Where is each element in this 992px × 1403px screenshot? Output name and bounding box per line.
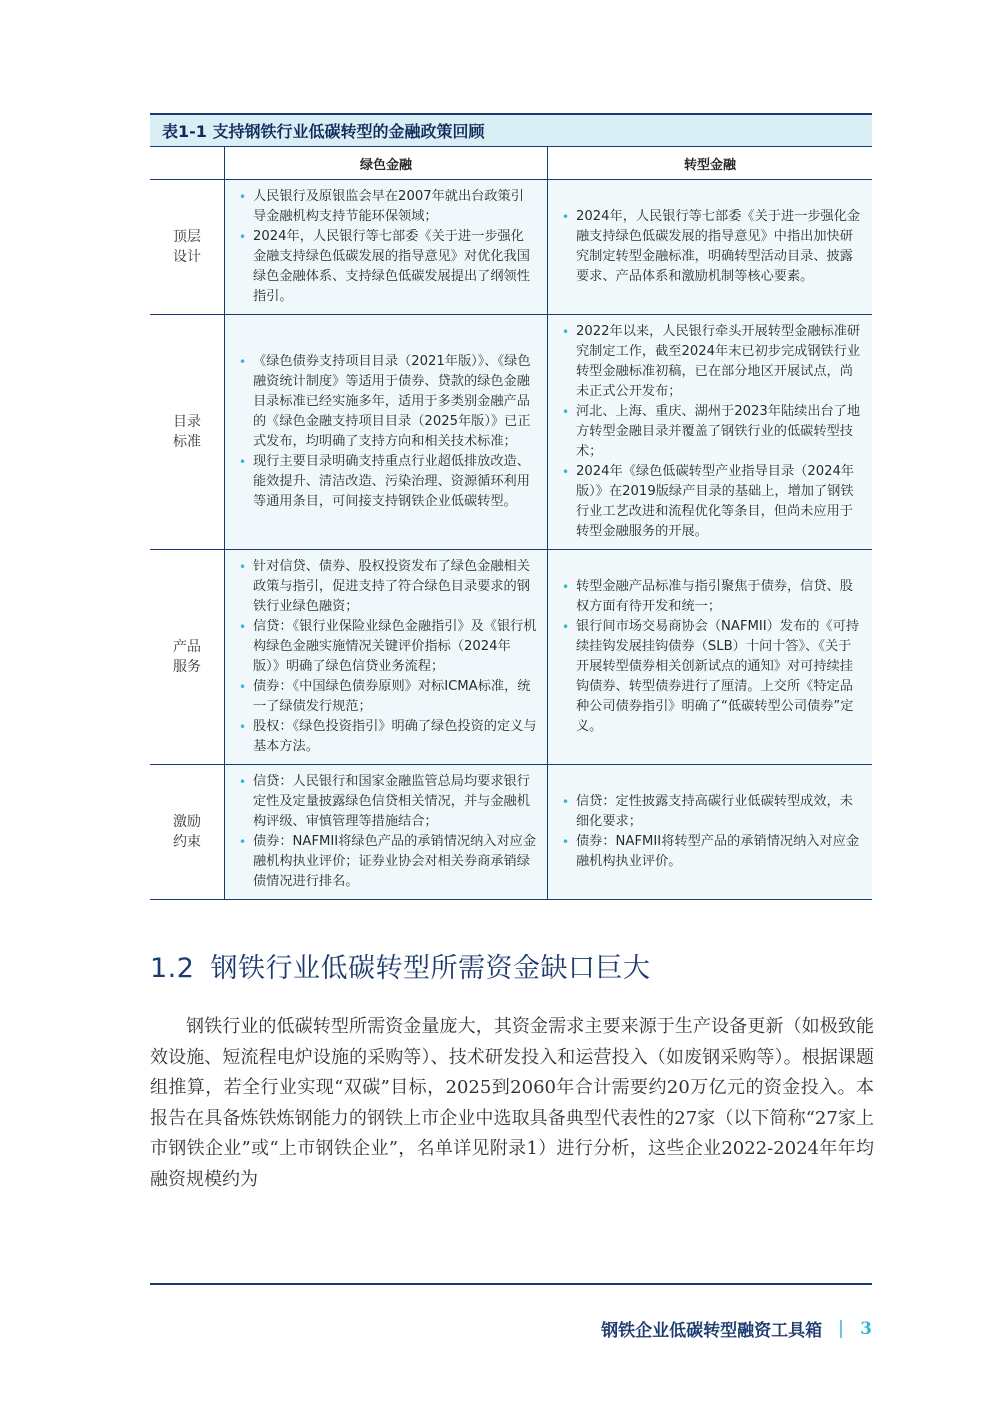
row-label-line: 设计 bbox=[173, 249, 201, 265]
footer-title: 钢铁企业低碳转型融资工具箱 bbox=[601, 1321, 823, 1341]
row-label-line: 顶层 bbox=[173, 229, 201, 245]
bullet-item: • 债券：NAFMII将绿色产品的承销情况纳入对应金融机构执业评价；证券业协会对相关券商承销绿债情况进行排名。 bbox=[235, 832, 537, 892]
green-cell bbox=[224, 180, 547, 314]
row-label bbox=[150, 180, 224, 314]
table-row bbox=[150, 550, 872, 765]
row-label-line: 标准 bbox=[173, 434, 201, 450]
transition-cell bbox=[547, 550, 872, 764]
section-heading bbox=[150, 946, 650, 985]
bullet-item: • 信贷：《银行业保险业绿色金融指引》及《银行机构绿色金融实施情况关键评价指标（2024年版）》明确了绿色信贷业务流程； bbox=[235, 617, 537, 677]
body-paragraph: 钢铁行业的低碳转型所需资金量庞大，其资金需求主要来源于生产设备更新（如极致能效设施、短流程电炉设施的采购等）、技术研发投入和运营投入（如废钢采购等）。根据课题组推算，若全行业实现“双碳”目标，2025到2060年合计需要约20万亿元的资金投入。本报告在具备炼铁炼钢能力的钢铁上市企业中选取具备典型代表性的27家（以下简称“27家上市钢铁企业”或“上市钢铁企业”，名单详见附录1）进行分析，这些企业2022-2024年年均融资规模约为 bbox=[150, 1016, 874, 1190]
green-cell bbox=[224, 765, 547, 899]
row-label bbox=[150, 765, 224, 899]
table-title: 表1-1 支持钢铁行业低碳转型的金融政策回顾 bbox=[150, 113, 872, 147]
bullet-item: • 河北、上海、重庆、湖州于2023年陆续出台了地方转型金融目录并覆盖了钢铁行业的低碳转型技术； bbox=[558, 402, 862, 462]
header-green-finance: 绿色金融 bbox=[224, 147, 547, 179]
bullet-item: • 银行间市场交易商协会（NAFMII）发布的《可持续挂钩发展挂钩债券（SLB）十问十答》、《关于开展转型债券相关创新试点的通知》对可持续挂钩债券、转型债券进行了厘清。上交所《特定品种公司债券指引》明确了“低碳转型公司债券”定义。 bbox=[558, 617, 862, 737]
row-label-line: 激励 bbox=[173, 814, 201, 830]
row-label-line: 产品 bbox=[173, 639, 201, 655]
bullet-item: • 转型金融产品标准与指引聚焦于债券，信贷、股权方面有待开发和统一； bbox=[558, 577, 862, 617]
bullet-item: • 债券：《中国绿色债券原则》对标ICMA标准，统一了绿债发行规范； bbox=[235, 677, 537, 717]
page-number: 3 bbox=[860, 1318, 872, 1339]
page-footer bbox=[601, 1316, 872, 1341]
row-label-line: 服务 bbox=[173, 659, 201, 675]
bullet-item: • 《绿色债券支持项目目录（2021年版）》、《绿色融资统计制度》等适用于债券、贷款的绿色金融目录标准已经实施多年，适用于多类别金融产品的《绿色金融支持项目目录（2025年版）》已正式发布，均明确了支持方向和相关技术标准； bbox=[235, 352, 537, 452]
row-label-line: 约束 bbox=[173, 834, 201, 850]
green-cell bbox=[224, 550, 547, 764]
bullet-item: • 人民银行及原银监会早在2007年就出台政策引导金融机构支持节能环保领域； bbox=[235, 187, 537, 227]
header-transition-finance: 转型金融 bbox=[547, 147, 872, 179]
table-row bbox=[150, 315, 872, 550]
row-label bbox=[150, 550, 224, 764]
bullet-item: • 针对信贷、债券、股权投资发布了绿色金融相关政策与指引，促进支持了符合绿色目录要求的钢铁行业绿色融资； bbox=[235, 557, 537, 617]
bullet-item: • 2024年，人民银行等七部委《关于进一步强化金融支持绿色低碳发展的指导意见》中指出加快研究制定转型金融标准，明确转型活动目录、披露要求、产品体系和激励机制等核心要素。 bbox=[558, 207, 862, 287]
bullet-item: • 2024年，人民银行等七部委《关于进一步强化金融支持绿色低碳发展的指导意见》对优化我国绿色金融体系、支持绿色低碳发展提出了纲领性指引。 bbox=[235, 227, 537, 307]
section-title: 钢铁行业低碳转型所需资金缺口巨大 bbox=[210, 953, 651, 984]
section-number: 1.2 bbox=[150, 953, 195, 984]
table-row bbox=[150, 765, 872, 900]
bullet-item: • 信贷：定性披露支持高碳行业低碳转型成效，未细化要求； bbox=[558, 792, 862, 832]
bullet-item: • 2022年以来，人民银行牵头开展转型金融标准研究制定工作，截至2024年末已初步完成钢铁行业转型金融标准初稿，已在部分地区开展试点，尚未正式公开发布； bbox=[558, 322, 862, 402]
green-cell bbox=[224, 315, 547, 549]
bullet-item: • 信贷：人民银行和国家金融监管总局均要求银行定性及定量披露绿色信贷相关情况，并与金融机构评级、审慎管理等措施结合； bbox=[235, 772, 537, 832]
bullet-item: • 债券：NAFMII将转型产品的承销情况纳入对应金融机构执业评价。 bbox=[558, 832, 862, 872]
bullet-item: • 股权：《绿色投资指引》明确了绿色投资的定义与基本方法。 bbox=[235, 717, 537, 757]
footer-divider bbox=[150, 1283, 872, 1285]
header-empty bbox=[150, 147, 224, 179]
row-label bbox=[150, 315, 224, 549]
transition-cell bbox=[547, 315, 872, 549]
policy-table bbox=[150, 113, 872, 900]
footer-separator bbox=[840, 1320, 842, 1338]
table-header-row bbox=[150, 147, 872, 180]
transition-cell bbox=[547, 180, 872, 314]
table-row bbox=[150, 180, 872, 315]
bullet-item: • 2024年《绿色低碳转型产业指导目录（2024年版）》在2019版绿产目录的基础上，增加了钢铁行业工艺改进和流程优化等条目，但尚未应用于转型金融服务的开展。 bbox=[558, 462, 862, 542]
transition-cell bbox=[547, 765, 872, 899]
bullet-item: • 现行主要目录明确支持重点行业超低排放改造、能效提升、清洁改造、污染治理、资源循环利用等通用条目，可间接支持钢铁企业低碳转型。 bbox=[235, 452, 537, 512]
row-label-line: 目录 bbox=[173, 414, 201, 430]
